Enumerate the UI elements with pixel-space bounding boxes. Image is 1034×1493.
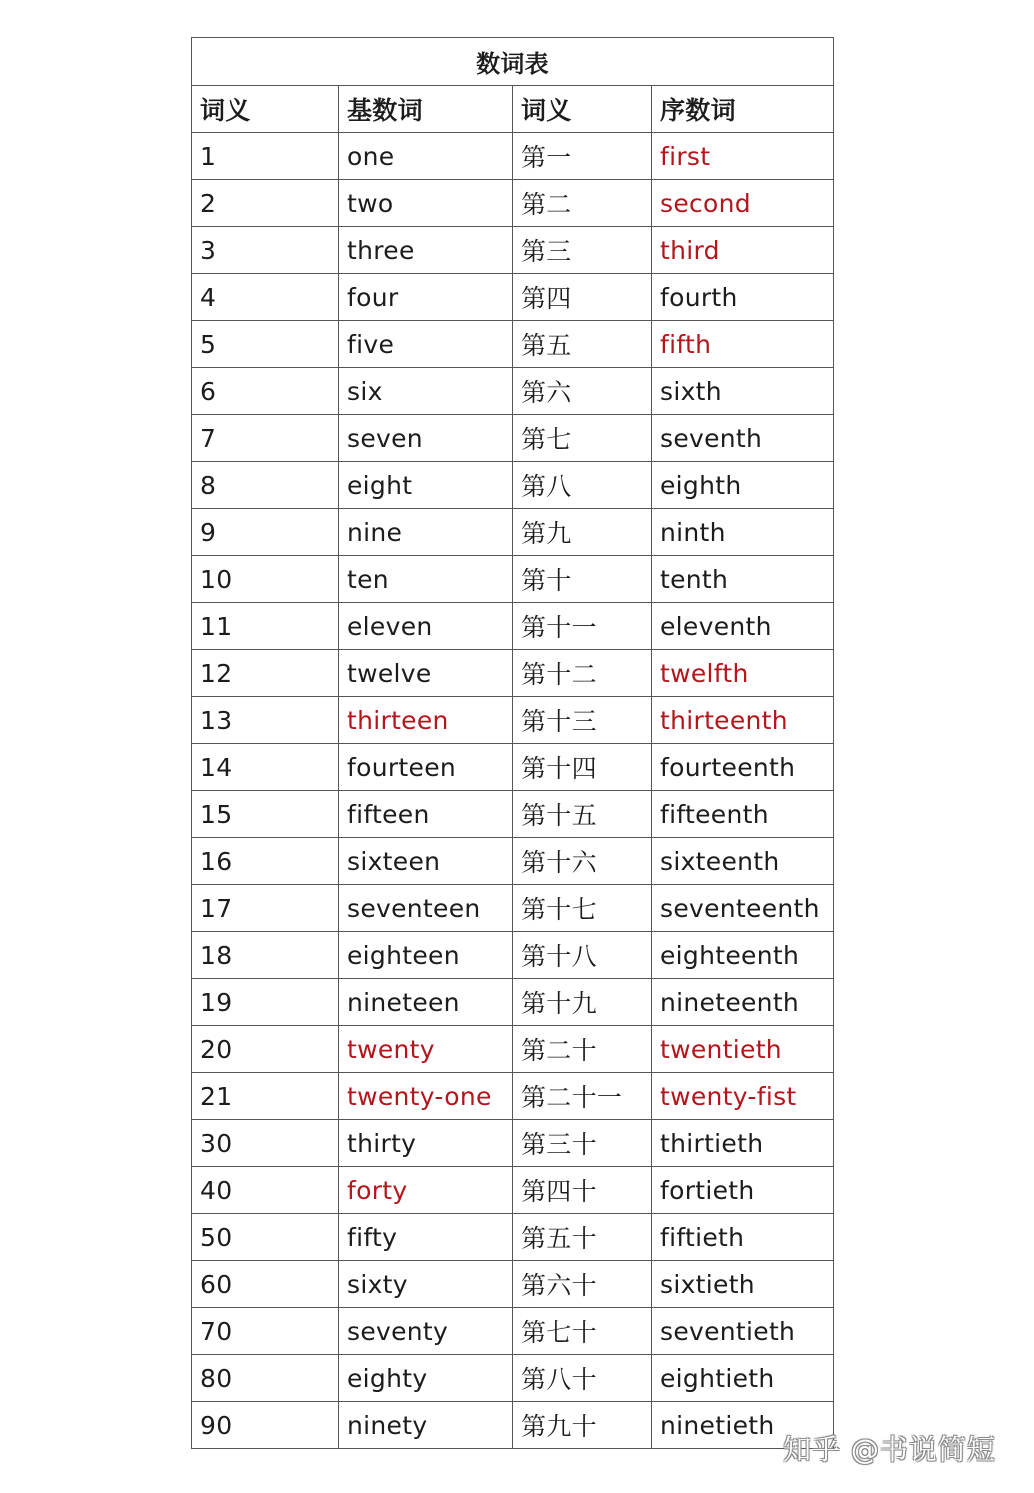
cell-cardinal: three	[339, 227, 513, 274]
cell-ordinal: first	[652, 133, 834, 180]
cell-cardinal: ninety	[339, 1402, 513, 1449]
cell-ordinal: third	[652, 227, 834, 274]
cell-number: 16	[192, 838, 339, 885]
cell-ordinal: seventeenth	[652, 885, 834, 932]
cell-number: 5	[192, 321, 339, 368]
cell-ordinal-meaning: 第十九	[513, 979, 652, 1026]
cell-cardinal: nine	[339, 509, 513, 556]
cell-cardinal: thirty	[339, 1120, 513, 1167]
table-row	[192, 509, 834, 556]
cell-ordinal-meaning: 第八十	[513, 1355, 652, 1402]
cell-ordinal-meaning: 第六十	[513, 1261, 652, 1308]
cell-number: 90	[192, 1402, 339, 1449]
cell-number: 50	[192, 1214, 339, 1261]
cell-cardinal: five	[339, 321, 513, 368]
cell-number: 18	[192, 932, 339, 979]
table-row	[192, 1355, 834, 1402]
cell-cardinal: twenty-one	[339, 1073, 513, 1120]
table-row	[192, 1167, 834, 1214]
cell-cardinal: sixty	[339, 1261, 513, 1308]
table-row	[192, 744, 834, 791]
cell-number: 60	[192, 1261, 339, 1308]
cell-ordinal-meaning: 第七十	[513, 1308, 652, 1355]
cell-number: 13	[192, 697, 339, 744]
cell-number: 15	[192, 791, 339, 838]
table-row	[192, 321, 834, 368]
cell-number: 3	[192, 227, 339, 274]
table-row	[192, 1308, 834, 1355]
cell-cardinal: eleven	[339, 603, 513, 650]
table-row	[192, 462, 834, 509]
cell-ordinal: thirtieth	[652, 1120, 834, 1167]
table-row	[192, 227, 834, 274]
cell-ordinal-meaning: 第二十一	[513, 1073, 652, 1120]
cell-number: 70	[192, 1308, 339, 1355]
header-meaning-ordinal: 词义	[513, 86, 652, 133]
cell-ordinal: sixteenth	[652, 838, 834, 885]
cell-number: 20	[192, 1026, 339, 1073]
cell-ordinal-meaning: 第十三	[513, 697, 652, 744]
cell-ordinal: fifth	[652, 321, 834, 368]
table-row	[192, 697, 834, 744]
table-row	[192, 1214, 834, 1261]
cell-cardinal: seventeen	[339, 885, 513, 932]
table-row	[192, 885, 834, 932]
cell-cardinal: eighteen	[339, 932, 513, 979]
cell-ordinal-meaning: 第十一	[513, 603, 652, 650]
cell-ordinal-meaning: 第十二	[513, 650, 652, 697]
cell-cardinal: seventy	[339, 1308, 513, 1355]
cell-ordinal-meaning: 第二	[513, 180, 652, 227]
table-row	[192, 180, 834, 227]
table-title-row	[192, 38, 834, 86]
table-row	[192, 1402, 834, 1449]
cell-number: 17	[192, 885, 339, 932]
cell-ordinal: fortieth	[652, 1167, 834, 1214]
cell-ordinal-meaning: 第四十	[513, 1167, 652, 1214]
cell-number: 40	[192, 1167, 339, 1214]
cell-ordinal-meaning: 第十五	[513, 791, 652, 838]
cell-ordinal: twelfth	[652, 650, 834, 697]
cell-ordinal: sixth	[652, 368, 834, 415]
cell-ordinal: twenty-fist	[652, 1073, 834, 1120]
cell-cardinal: one	[339, 133, 513, 180]
cell-ordinal: thirteenth	[652, 697, 834, 744]
cell-number: 12	[192, 650, 339, 697]
cell-number: 7	[192, 415, 339, 462]
cell-ordinal: eightieth	[652, 1355, 834, 1402]
cell-ordinal: fifteenth	[652, 791, 834, 838]
cell-cardinal: four	[339, 274, 513, 321]
table-body	[192, 133, 834, 1449]
cell-ordinal-meaning: 第九	[513, 509, 652, 556]
cell-ordinal-meaning: 第二十	[513, 1026, 652, 1073]
table-row	[192, 274, 834, 321]
number-words-sheet	[191, 37, 833, 1449]
cell-ordinal-meaning: 第八	[513, 462, 652, 509]
cell-cardinal: twelve	[339, 650, 513, 697]
cell-ordinal: nineteenth	[652, 979, 834, 1026]
table-row	[192, 932, 834, 979]
cell-ordinal: ninetieth	[652, 1402, 834, 1449]
table-title: 数词表	[192, 38, 834, 86]
header-meaning-number: 词义	[192, 86, 339, 133]
cell-ordinal: sixtieth	[652, 1261, 834, 1308]
cell-ordinal-meaning: 第七	[513, 415, 652, 462]
cell-cardinal: two	[339, 180, 513, 227]
cell-number: 30	[192, 1120, 339, 1167]
number-words-table	[191, 37, 834, 1449]
cell-cardinal: twenty	[339, 1026, 513, 1073]
cell-ordinal: tenth	[652, 556, 834, 603]
cell-ordinal-meaning: 第四	[513, 274, 652, 321]
cell-ordinal: twentieth	[652, 1026, 834, 1073]
cell-cardinal: ten	[339, 556, 513, 603]
cell-number: 11	[192, 603, 339, 650]
cell-ordinal-meaning: 第三	[513, 227, 652, 274]
cell-number: 21	[192, 1073, 339, 1120]
cell-cardinal: eighty	[339, 1355, 513, 1402]
cell-ordinal-meaning: 第三十	[513, 1120, 652, 1167]
table-row	[192, 791, 834, 838]
table-row	[192, 556, 834, 603]
cell-ordinal: eighth	[652, 462, 834, 509]
cell-number: 6	[192, 368, 339, 415]
cell-number: 4	[192, 274, 339, 321]
cell-cardinal: eight	[339, 462, 513, 509]
table-row	[192, 368, 834, 415]
cell-number: 10	[192, 556, 339, 603]
cell-number: 8	[192, 462, 339, 509]
cell-ordinal: ninth	[652, 509, 834, 556]
cell-cardinal: nineteen	[339, 979, 513, 1026]
cell-cardinal: sixteen	[339, 838, 513, 885]
cell-ordinal-meaning: 第十八	[513, 932, 652, 979]
cell-ordinal: eleventh	[652, 603, 834, 650]
cell-number: 2	[192, 180, 339, 227]
cell-cardinal: seven	[339, 415, 513, 462]
cell-ordinal: fiftieth	[652, 1214, 834, 1261]
table-row	[192, 133, 834, 180]
cell-ordinal: second	[652, 180, 834, 227]
cell-number: 80	[192, 1355, 339, 1402]
cell-ordinal-meaning: 第九十	[513, 1402, 652, 1449]
cell-cardinal: fifteen	[339, 791, 513, 838]
cell-number: 1	[192, 133, 339, 180]
cell-ordinal-meaning: 第十四	[513, 744, 652, 791]
cell-number: 19	[192, 979, 339, 1026]
cell-ordinal: eighteenth	[652, 932, 834, 979]
cell-cardinal: forty	[339, 1167, 513, 1214]
cell-cardinal: six	[339, 368, 513, 415]
cell-ordinal-meaning: 第十六	[513, 838, 652, 885]
cell-cardinal: fourteen	[339, 744, 513, 791]
header-cardinal: 基数词	[339, 86, 513, 133]
cell-number: 9	[192, 509, 339, 556]
cell-ordinal-meaning: 第一	[513, 133, 652, 180]
header-ordinal: 序数词	[652, 86, 834, 133]
cell-ordinal: fourteenth	[652, 744, 834, 791]
cell-ordinal-meaning: 第十七	[513, 885, 652, 932]
cell-ordinal-meaning: 第十	[513, 556, 652, 603]
table-header-row	[192, 86, 834, 133]
cell-ordinal-meaning: 第六	[513, 368, 652, 415]
table-row	[192, 415, 834, 462]
cell-cardinal: thirteen	[339, 697, 513, 744]
cell-ordinal: fourth	[652, 274, 834, 321]
cell-ordinal-meaning: 第五十	[513, 1214, 652, 1261]
cell-ordinal-meaning: 第五	[513, 321, 652, 368]
cell-cardinal: fifty	[339, 1214, 513, 1261]
table-row	[192, 1261, 834, 1308]
table-row	[192, 1073, 834, 1120]
cell-number: 14	[192, 744, 339, 791]
table-row	[192, 838, 834, 885]
table-row	[192, 979, 834, 1026]
zhihu-watermark: 知乎 @书说简短	[783, 1433, 996, 1466]
cell-ordinal: seventieth	[652, 1308, 834, 1355]
table-row	[192, 650, 834, 697]
table-row	[192, 603, 834, 650]
cell-ordinal: seventh	[652, 415, 834, 462]
table-row	[192, 1120, 834, 1167]
table-row	[192, 1026, 834, 1073]
